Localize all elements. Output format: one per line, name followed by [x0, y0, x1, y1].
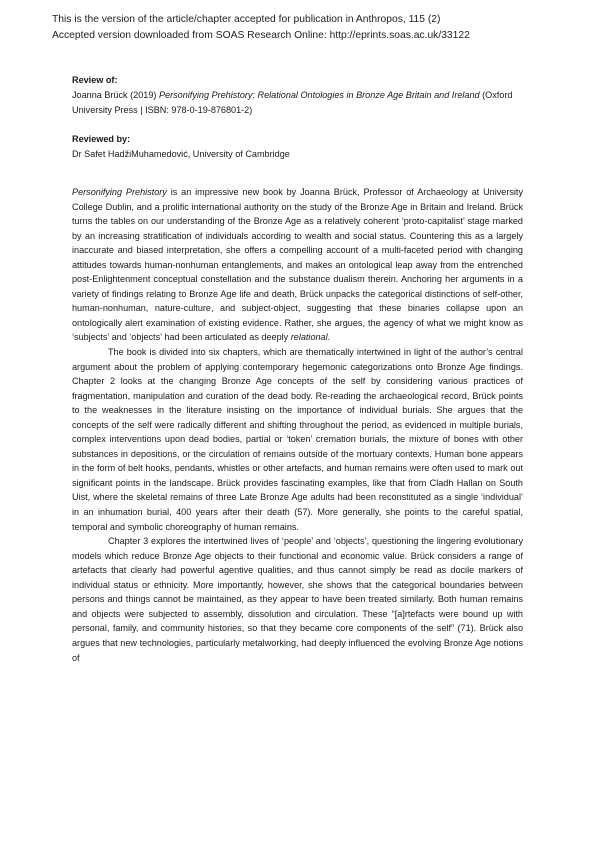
book-citation — [72, 88, 532, 118]
review-of-label: Review of: — [72, 75, 118, 85]
repository-url-line: Accepted version downloaded from SOAS Research Online: http://eprints.soas.ac.uk/33122 — [52, 30, 470, 41]
review-of-section — [72, 73, 532, 118]
review-body — [72, 185, 523, 665]
paragraph-1-text: is an impressive new book by Joanna Brück, Professor of Archaeology at University College Dublin, and a prolific international authority on the study of the Bronze Age in Britain and Ireland. Brück turns the tables on our understanding of the Bronze Age as a relatively coherent ‘proto-capitalist’ stage marked by an increasing stratification of individuals according to wealth and social status. Countering this as a largely inaccurate and biased interpretation, she offers a compelling account of a multi-faceted period with changing attitudes towards human-nonhuman entanglements, and makes an ontological leap away from the entrenched post-Enlightenment conceptual constellation and the substance dualism therein. Anchoring her arguments in a variety of findings relating to Bronze Age life and death, Brück unpacks the categorical distinctions of self-other, human-nonhuman, nature-culture, and subject-object, suggesting that these binaries collapse upon an ontologically alert examination of existing evidence. Rather, she argues, the agency of what we might know as ‘subjects’ and ‘objects’ had been articulated as deeply — [72, 187, 523, 343]
paragraph-3: Chapter 3 explores the intertwined lives of ‘people’ and ‘objects’, questioning the lingering evolutionary models which reduce Bronze Age objects to their functional and economic value. Brück considers a range of artefacts that clearly had powerful agentive qualities, and thus cannot simply be read as docile markers of individual status or ethnicity. More importantly, however, she shows that the categorical boundaries between persons and things cannot be maintained, as they appear to have been treated similarly. Both human remains and objects were subjected to assembly, dissolution and circulation. These “[a]rtefacts were bound up with personal, family, and community histories, so that they became core components of the self” (71). Brück also argues that new technologies, particularly metalworking, had deeply influenced the evolving Bronze Age notions of — [72, 536, 523, 663]
paragraph-2: The book is divided into six chapters, which are thematically intertwined in light of the author’s central argument about the problem of applying contemporary hegemonic categorizations onto Bronze Age findings. Chapter 2 looks at the changing Bronze Age concepts of the self by considering various practices of fragmentation, manipulation and curation of the dead body. Re-reading the archaeological record, Brück points to the weaknesses in the literature insisting on the importance of individual burials. She argues that the concepts of the self were radically different and shifting throughout the period, as evidenced in multiple burials, complex interventions upon dead bodies, partial or ‘token’ cremation burials, the mixture of bones with other substances in depositions, or the circulation of remains outside of the mortuary contexts. Human bone appears in the form of belt hooks, pendants, whistles or other artefacts, and human remains were often used to mark out significant points in the landscape. Brück provides fascinating examples, like that from Cladh Hallan on South Uist, where the skeletal remains of three Late Bronze Age adults had been reconstituted as a single ‘individual’ in an inhumation burial, 400 years after their death (57). More generally, she points to the careful spatial, temporal and symbolic choreography of human remains. — [72, 347, 523, 532]
reviewed-by-label: Reviewed by: — [72, 134, 131, 144]
paragraph-1 — [72, 185, 523, 345]
book-publisher: (Oxford University Press | ISBN: 978-0-19-876801-2) — [72, 90, 513, 115]
paragraph-1-book-title: Personifying Prehistory — [72, 187, 167, 197]
book-title: Personifying Prehistory: Relational Ontologies in Bronze Age Britain and Ireland — [158, 90, 480, 100]
publication-notice: This is the version of the article/chapter accepted for publication in Anthropos, 115 (2) — [52, 14, 441, 25]
paragraph-1-period: . — [327, 332, 331, 343]
book-author-year: Joanna Brück (2019) — [72, 90, 159, 100]
paragraph-1-emphasis: relational — [290, 332, 328, 343]
reviewed-by-section — [72, 132, 532, 162]
repository-header — [52, 12, 572, 44]
reviewer-name: Dr Safet HadžiMuhamedović, University of Cambridge — [72, 149, 290, 159]
